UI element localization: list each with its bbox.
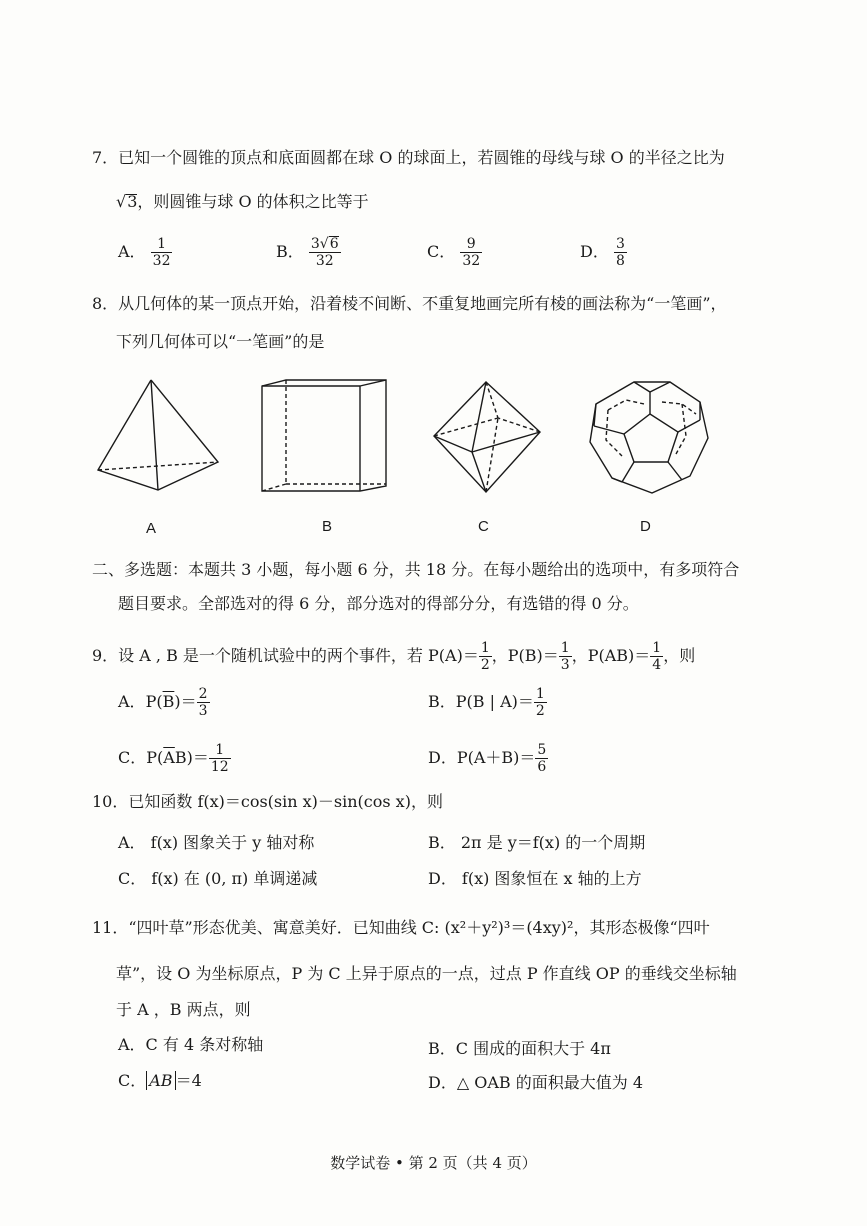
q7-option-d-fraction: $\frac{3}{8}$ — [615, 236, 625, 269]
q8-stem-line1: 8．从几何体的某一顶点开始，沿着棱不间断、不重复地画完所有棱的画法称为“一笔画”， — [92, 294, 727, 313]
cube-outline — [262, 380, 386, 491]
q9-option-c[interactable]: C．$P(\overline{A}B)=$ $\frac{1}{12}$ — [118, 742, 229, 775]
q9-stem: 9．设 A , B 是一个随机试验中的两个事件，若 P(A)＝ $\frac{1}{2}$ ，P(B)＝ $\frac{1}{3}$ ，P(AB)＝ $\frac{1}{4}$ ，则 — [92, 640, 696, 673]
figure-octahedron[interactable] — [432, 380, 544, 494]
q10-option-a[interactable]: A． f(x) 图象关于 y 轴对称 — [118, 833, 315, 852]
figure-label-a: A — [146, 520, 157, 537]
q7-option-c[interactable] — [427, 236, 482, 269]
q7-sqrt-radicand: 3 — [127, 192, 138, 211]
q7-option-b[interactable] — [276, 236, 341, 269]
dodeca-edge-3 — [668, 462, 682, 480]
dodeca-hidden-2 — [662, 402, 696, 414]
dodeca-edge-6 — [634, 382, 650, 392]
dodeca-front-face — [624, 414, 678, 462]
octa-edge-bottom-front — [472, 452, 486, 492]
cube-top-right — [360, 380, 386, 386]
dodeca-edge-9 — [612, 478, 622, 482]
q7-stem-line2: √3，则圆锥与球 O 的体积之比等于 — [116, 192, 369, 211]
dodeca-edge-4 — [622, 462, 634, 482]
q7-option-a-fraction: $\frac{1}{32}$ — [152, 236, 171, 269]
figure-label-b: B — [322, 518, 333, 535]
q7-stem-line2-text: ，则圆锥与球 O 的体积之比等于 — [137, 192, 369, 211]
q7-option-a[interactable] — [118, 236, 172, 269]
q11-option-b[interactable]: B．C 围成的面积大于 4π — [428, 1039, 611, 1058]
q7-stem-line1: 7．已知一个圆锥的顶点和底面圆都在球 O 的球面上，若圆锥的母线与球 O 的半径之比为 — [92, 148, 725, 167]
q7-option-a-label: A． — [118, 242, 146, 261]
cube-hidden-diagonal — [262, 484, 286, 491]
q9-option-a[interactable]: A．$P(\overline{B})=$ $\frac{2}{3}$ — [118, 686, 208, 719]
q10-option-d[interactable]: D． f(x) 图象恒在 x 轴的上方 — [428, 869, 642, 888]
dodeca-outline — [590, 382, 708, 493]
q11-option-a[interactable]: A．C 有 4 条对称轴 — [118, 1035, 264, 1054]
tetra-hidden-edge — [98, 462, 218, 470]
octa-hidden-right — [498, 418, 540, 432]
tetra-outline — [98, 380, 218, 490]
octa-edge-left-front — [434, 436, 472, 452]
q7-option-d-label: D． — [580, 242, 609, 261]
octa-edge-top-front — [472, 382, 486, 452]
q7-option-c-fraction: $\frac{9}{32}$ — [462, 236, 481, 269]
section2-instructions-line2: 题目要求。全部选对的得 6 分，部分选对的得部分分，有选错的得 0 分。 — [118, 594, 639, 613]
figure-cube[interactable] — [260, 378, 390, 494]
q10-option-c[interactable]: C． f(x) 在 (0, π) 单调递减 — [118, 869, 318, 888]
q11-option-d[interactable]: D．△ OAB 的面积最大值为 4 — [428, 1073, 644, 1092]
q9-pa-fraction: $\frac{1}{2}$ — [480, 640, 490, 673]
q7-option-b-label: B． — [276, 242, 304, 261]
q9-option-b[interactable]: B．P(B | A)＝ $\frac{1}{2}$ — [428, 686, 545, 719]
q11-stem-line3: 于 A ，B 两点，则 — [116, 1000, 251, 1019]
figure-label-d: D — [640, 518, 651, 535]
section2-instructions-line1: 二、多选题：本题共 3 小题，每小题 6 分，共 18 分。在每小题给出的选项中，有多项符合 — [92, 560, 740, 579]
q7-option-b-fraction: $\frac{3√6}{32}$ — [310, 236, 339, 269]
q11-stem-line1: 11．“四叶草”形态优美、寓意美好．已知曲线 C: (x²＋y²)³＝(4xy)²，其形态极像“四叶 — [92, 918, 710, 937]
figure-dodecahedron[interactable] — [586, 380, 710, 496]
tetra-front-edge — [151, 380, 158, 490]
dodeca-hidden-1 — [608, 400, 644, 410]
q7-option-c-label: C． — [427, 242, 456, 261]
q9-pab-fraction: $\frac{1}{4}$ — [652, 640, 662, 673]
q7-option-d[interactable] — [580, 236, 627, 269]
dodeca-edge-7 — [650, 382, 670, 392]
figure-label-c: C — [478, 518, 489, 535]
q10-stem: 10．已知函数 f(x)＝cos(sin x)－sin(cos x)，则 — [92, 792, 443, 811]
q8-stem-line2: 下列几何体可以“一笔画”的是 — [116, 332, 325, 351]
dodeca-edge-2 — [678, 420, 700, 432]
dodeca-edge-10 — [594, 404, 596, 426]
q9-pb-fraction: $\frac{1}{3}$ — [560, 640, 570, 673]
q10-option-b[interactable]: B． 2π 是 y＝f(x) 的一个周期 — [428, 833, 646, 852]
page-footer: 数学试卷 • 第 2 页（共 4 页） — [330, 1154, 537, 1172]
q11-stem-line2: 草”，设 O 为坐标原点，P 为 C 上异于原点的一点，过点 P 作直线 OP 的垂线交坐标轴 — [116, 964, 737, 983]
q9-option-d[interactable]: D．P(A＋B)＝ $\frac{5}{6}$ — [428, 742, 547, 775]
dodeca-edge-5 — [594, 426, 624, 434]
q11-option-c[interactable]: C． AB ＝4 — [118, 1071, 202, 1090]
figure-tetrahedron[interactable] — [96, 378, 220, 494]
octa-edge-right-front — [472, 432, 540, 452]
